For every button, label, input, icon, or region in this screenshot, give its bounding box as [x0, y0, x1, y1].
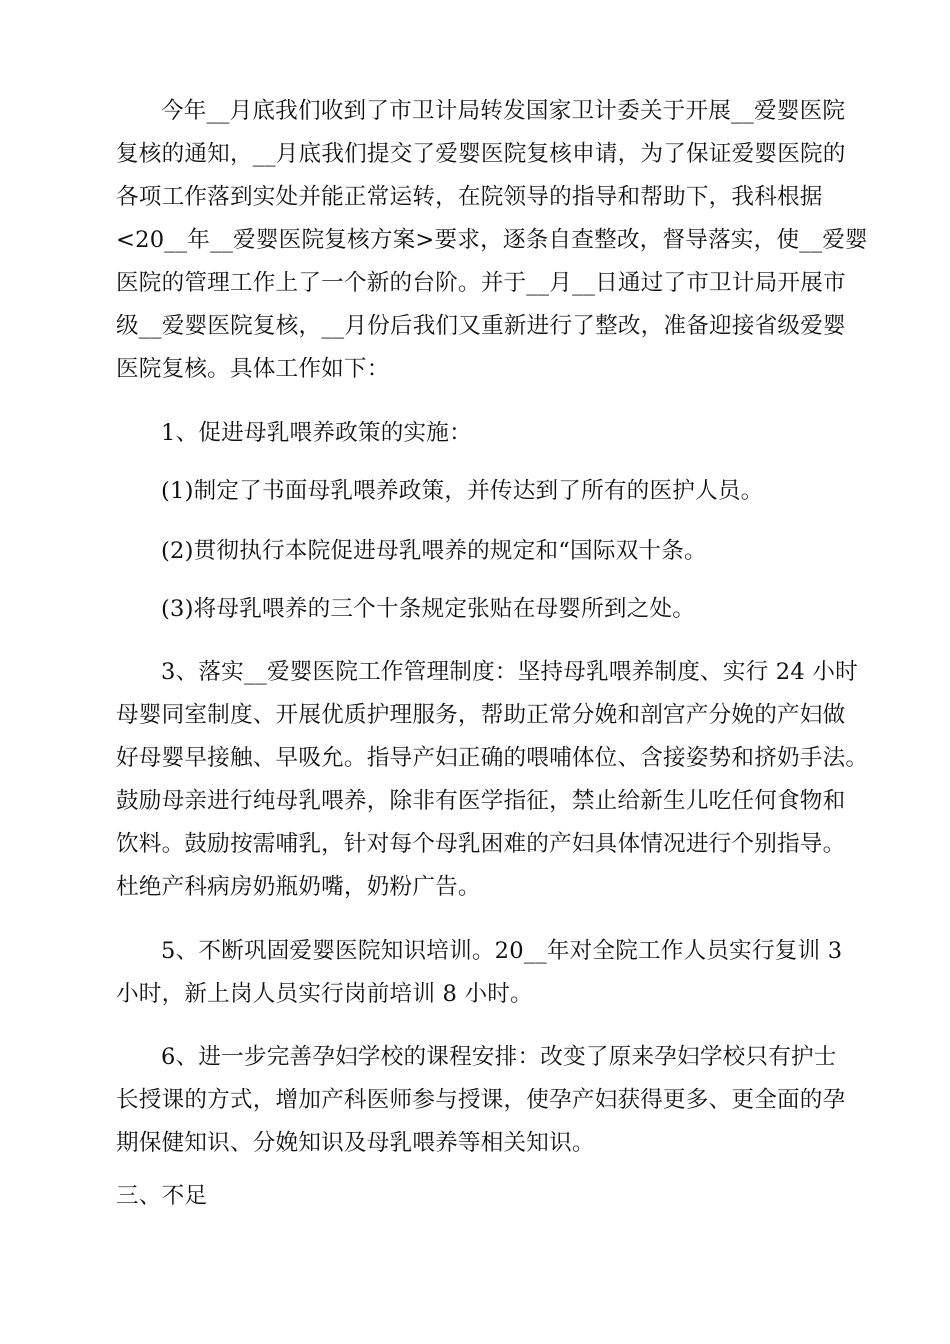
- section-heading: 三、不足: [116, 1183, 208, 1209]
- paragraph-line: 今年__月底我们收到了市卫计局转发国家卫计委关于开展__爱婴医院: [161, 98, 846, 124]
- paragraph-line: <20__年__爱婴医院复核方案>要求，逐条自查整改，督导落实，使__爱婴: [116, 227, 868, 253]
- paragraph-line: 各项工作落到实处并能正常运转，在院领导的指导和帮助下，我科根据: [116, 184, 823, 210]
- list-item: (2)贯彻执行本院促进母乳喂养的规定和“国际双十条。: [161, 538, 707, 564]
- list-item: (3)将母乳喂养的三个十条规定张贴在母婴所到之处。: [161, 596, 696, 622]
- paragraph-line: 医院的管理工作上了一个新的台阶。并于__月__日通过了市卫计局开展市: [116, 270, 846, 296]
- paragraph-line: 小时，新上岗人员实行岗前培训 8 小时。: [116, 981, 533, 1007]
- list-item: (1)制定了书面母乳喂养政策，并传达到了所有的医护人员。: [161, 478, 764, 504]
- paragraph-line: 杜绝产科病房奶瓶奶嘴，奶粉广告。: [116, 874, 481, 900]
- paragraph-line: 鼓励母亲进行纯母乳喂养，除非有医学指征，禁止给新生儿吃任何食物和: [116, 788, 846, 814]
- paragraph-line: 长授课的方式，增加产科医师参与授课，使孕产妇获得更多、更全面的孕: [116, 1087, 846, 1113]
- paragraph-line: 复核的通知，__月底我们提交了爱婴医院复核申请，为了保证爱婴医院的: [116, 141, 846, 167]
- paragraph-line: 3、落实__爱婴医院工作管理制度：坚持母乳喂养制度、实行 24 小时: [161, 659, 858, 685]
- paragraph-line: 母婴同室制度、开展优质护理服务，帮助正常分娩和剖宫产分娩的产妇做: [116, 702, 846, 728]
- paragraph-line: 饮料。鼓励按需哺乳，针对每个母乳困难的产妇具体情况进行个别指导。: [116, 831, 846, 857]
- paragraph-line: 6、进一步完善孕妇学校的课程安排：改变了原来孕妇学校只有护士: [161, 1044, 837, 1070]
- paragraph-line: 5、不断巩固爱婴医院知识培训。20__年对全院工作人员实行复训 3: [161, 938, 843, 964]
- paragraph-line: 医院复核。具体工作如下：: [116, 356, 390, 382]
- paragraph-line: 好母婴早接触、早吸允。指导产妇正确的喂哺体位、含接姿势和挤奶手法。: [116, 745, 869, 771]
- paragraph-line: 期保健知识、分娩知识及母乳喂养等相关知识。: [116, 1130, 595, 1156]
- list-item-heading: 1、促进母乳喂养政策的实施：: [161, 420, 472, 446]
- paragraph-line: 级__爱婴医院复核，__月份后我们又重新进行了整改，准备迎接省级爱婴: [116, 313, 846, 339]
